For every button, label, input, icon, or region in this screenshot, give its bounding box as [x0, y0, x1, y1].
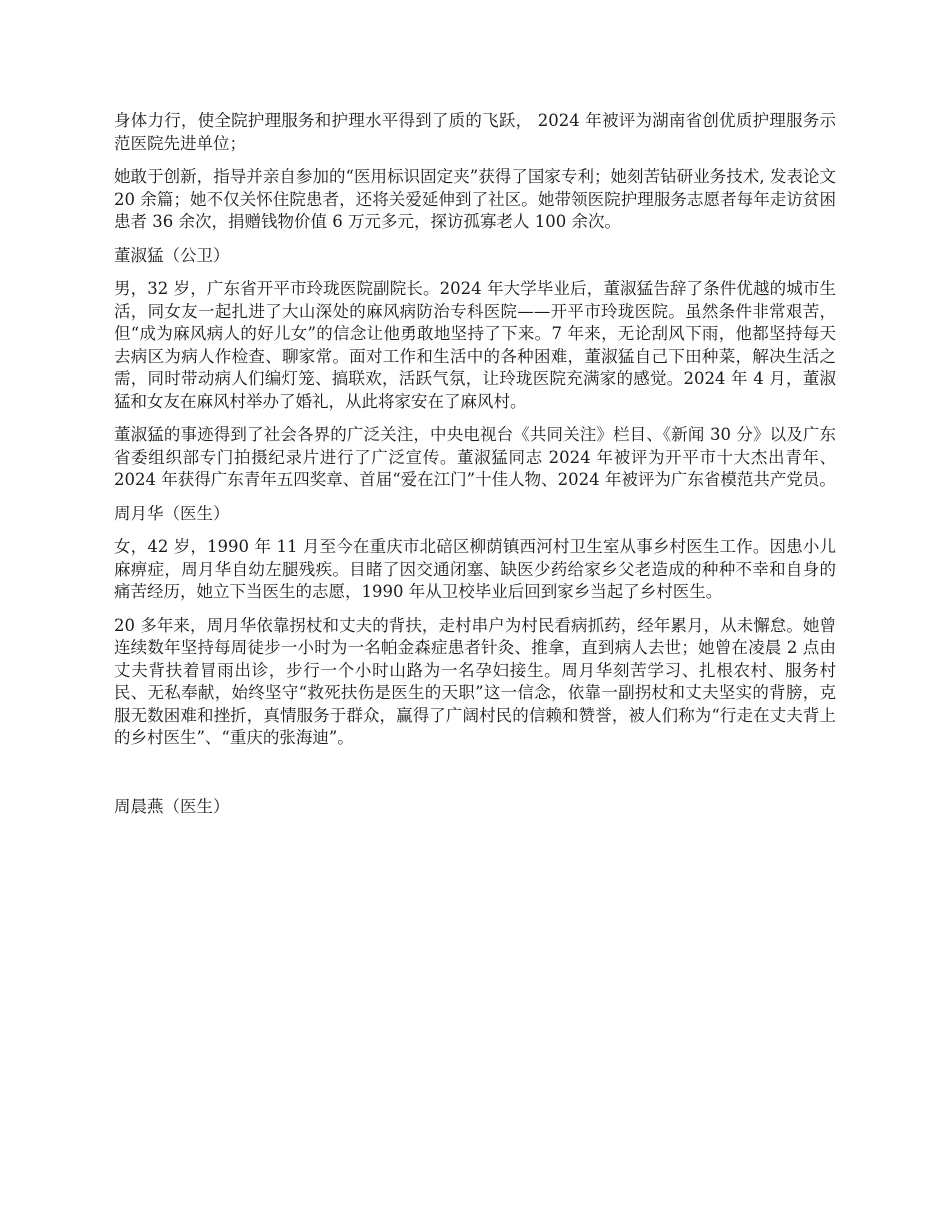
paragraph-zhou-service: 20 多年来，周月华依靠拐杖和丈夫的背扶，走村串户为村民看病抓药，经年累月，从未懈怠。她曾连续数年坚持每周徒步一小时为一名帕金森症患者针灸、推拿，直到病人去世；她曾在凌晨 2 点由丈夫背扶着冒雨出诊，步行一个小时山路为一名孕妇接生。周月华刻苦学习、扎根农村、服务村民、无私奉献，始终坚守“救死扶伤是医生的天职”这一信念，依靠一副拐杖和丈夫坚实的背膀，克服无数困难和挫折，真情服务于群众，赢得了广阔村民的信赖和赞誉，被人们称为“行走在丈夫背上的乡村医生”、“重庆的张海迪”。 [114, 615, 836, 747]
heading-zhou-chenyan: 周晨燕（医生） [114, 796, 230, 816]
paragraph-innovation: 她敢于创新，指导并亲自参加的“医用标识固定夹”获得了国家专利；她刻苦钻研业务技术, 发表论文 20 余篇；她不仅关怀住院患者，还将关爱延伸到了社区。她带领医院护理服务志愿者每年走访贫困患者 36 余次，捐赠钱物价值 6 万元多元，探访孤寡老人 100 余次。 [114, 167, 836, 231]
document-page [114, 110, 836, 829]
heading-dong-shumeng: 董淑猛（公卫） [114, 245, 230, 265]
paragraph-dong-honors: 董淑猛的事迹得到了社会各界的广泛关注，中央电视台《共同关注》栏目、《新闻 30 分》以及广东省委组织部专门拍摄纪录片进行了广泛宣传。董淑猛同志 2024 年被评为开平市十大杰出青年、2024 年获得广东青年五四奖章、首届“爱在江门”十佳人物、2024 年被评为广东省模范共产党员。 [114, 425, 836, 489]
paragraph-dong-bio: 男，32 岁，广东省开平市玲珑医院副院长。2024 年大学毕业后，董淑猛告辞了条件优越的城市生活，同女友一起扎进了大山深处的麻风病防治专科医院——开平市玲珑医院。虽然条件非常艰苦，但“成为麻风病人的好儿女”的信念让他勇敢地坚持了下来。7 年来，无论刮风下雨，他都坚持每天去病区为病人作检查、聊家常。面对工作和生活中的各种困难，董淑猛自己下田种菜，解决生活之需，同时带动病人们编灯笼、搞联欢，活跃气氛，让玲珑医院充满家的感觉。2024 年 4 月，董淑猛和女友在麻风村举办了婚礼，从此将家安在了麻风村。 [114, 279, 836, 411]
paragraph-nursing-service: 身体力行，使全院护理服务和护理水平得到了质的飞跃， 2024 年被评为湖南省创优质护理服务示范医院先进单位； [114, 111, 836, 153]
paragraph-zhou-bio: 女，42 岁，1990 年 11 月至今在重庆市北碚区柳荫镇西河村卫生室从事乡村医生工作。因患小儿麻痹症，周月华自幼左腿残疾。目睹了因交通闭塞、缺医少药给家乡父老造成的种种不幸和自身的痛苦经历，她立下当医生的志愿，1990 年从卫校毕业后回到家乡当起了乡村医生。 [114, 537, 836, 601]
section-spacer [114, 761, 836, 796]
heading-zhou-yuehua: 周月华（医生） [114, 503, 230, 523]
